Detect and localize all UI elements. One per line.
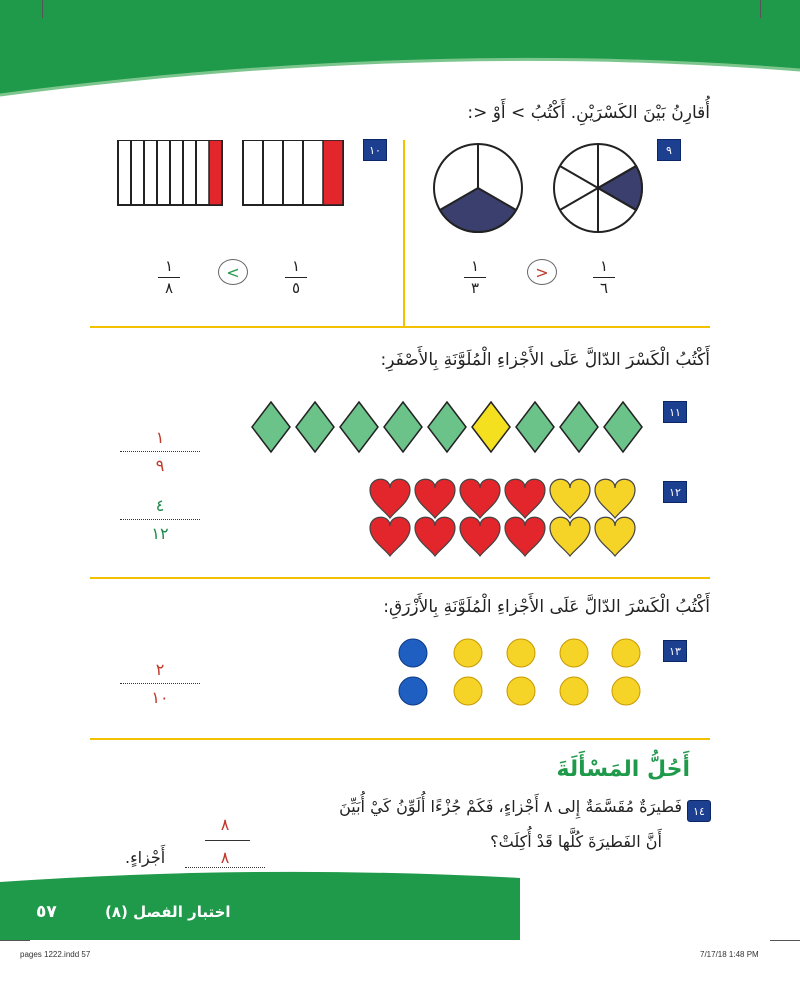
q9-circles: [430, 140, 670, 240]
problem-section-title: أَحُلُّ المَسْأَلَةَ: [556, 757, 690, 782]
circle-thirds: [434, 144, 522, 232]
q10-bars: [110, 140, 350, 210]
slug-timestamp: 7/17/18 1:48 PM: [700, 950, 759, 959]
slug-file: pages 1222.indd 57: [20, 950, 91, 959]
q10-operator: <: [218, 259, 248, 285]
q10-left-fraction: ١ ٨: [156, 259, 182, 296]
diamond-shape-yellow: [472, 402, 510, 452]
question-number-9: ٩: [657, 139, 681, 161]
q9-operator: >: [527, 259, 557, 285]
yellow-dot: [507, 677, 535, 705]
q13-circles: [395, 635, 645, 715]
yellow-dot: [560, 677, 588, 705]
q14-answer-bar: [205, 840, 250, 841]
diamond-shape: [384, 402, 422, 452]
q10-right-fraction: ١ ٥: [283, 259, 309, 296]
crop-mark: [0, 940, 30, 941]
q9-right-fraction: ١ ٦: [591, 259, 617, 296]
q11-answer: ١ ٩: [120, 428, 200, 475]
diamond-shape: [604, 402, 642, 452]
crop-mark: [42, 0, 43, 18]
diamond-shape: [428, 402, 466, 452]
q12-answer: ٤ ١٢: [120, 496, 200, 543]
diamond-shape: [296, 402, 334, 452]
header-banner: [0, 0, 800, 110]
question-number-13: ١٣: [663, 640, 687, 662]
blue-dot: [399, 677, 427, 705]
yellow-dot: [454, 677, 482, 705]
q14-text-line2: أَنَّ الفَطيرَةَ كُلَّها قَدْ أُكِلَتْ؟: [490, 832, 662, 851]
question-number-12: ١٢: [663, 481, 687, 503]
question-number-10: ١٠: [363, 139, 387, 161]
q13-answer: ٢ ١٠: [120, 660, 200, 707]
vertical-divider: [403, 140, 405, 328]
q9-left-fraction: ١ ٣: [462, 259, 488, 296]
yellow-dot: [560, 639, 588, 667]
compare-instruction: أُقارِنُ بَيْنَ الكَسْرَيْنِ. أَكْتُبُ > أَوْ <:: [467, 103, 710, 123]
diamond-shape: [516, 402, 554, 452]
yellow-dot: [612, 677, 640, 705]
yellow-instruction: أَكْتُبُ الْكَسْرَ الدّالَّ عَلَى الأَجْزاءِ الْمُلَوَّنَةِ بِالأَصْفَرِ:: [380, 350, 710, 370]
yellow-dot: [507, 639, 535, 667]
crop-mark: [770, 940, 800, 941]
bar-eighths: [118, 140, 222, 205]
diamond-shape: [340, 402, 378, 452]
footer-banner: [0, 868, 520, 940]
q14-answer-unit: أَجْزاءٍ.: [125, 848, 166, 867]
diamond-shape: [252, 402, 290, 452]
q12-hearts: [368, 478, 648, 568]
circle-sixths: [554, 144, 642, 232]
blue-instruction: أَكْتُبُ الْكَسْرَ الدّالَّ عَلَى الأَجْزاءِ الْمُلَوَّنَةِ بِالأَزْرَقِ:: [383, 597, 710, 617]
page-number: ٥٧: [36, 902, 57, 922]
yellow-dot: [454, 639, 482, 667]
diamond-shape: [560, 402, 598, 452]
section-divider: [90, 326, 710, 328]
yellow-dot: [612, 639, 640, 667]
question-number-14: ١٤: [687, 800, 711, 822]
section-divider: [90, 738, 710, 740]
question-number-11: ١١: [663, 401, 687, 423]
section-divider: [90, 577, 710, 579]
q14-text-line1: فَطيرَةٌ مُقَسَّمَةٌ إِلى ٨ أَجْزاءٍ، فَكَمْ جُزْءًا أُلَوِّنُ كَيْ أُبَيِّنَ: [339, 797, 682, 816]
q14-answer-top: ٨: [220, 815, 230, 834]
q11-diamonds: [250, 400, 650, 454]
blue-dot: [399, 639, 427, 667]
q14-answer-value: ٨: [185, 848, 265, 868]
footer-chapter-label: اختبار الفصل (٨): [105, 903, 231, 921]
crop-mark: [760, 0, 761, 18]
bar-fifths: [243, 140, 343, 205]
